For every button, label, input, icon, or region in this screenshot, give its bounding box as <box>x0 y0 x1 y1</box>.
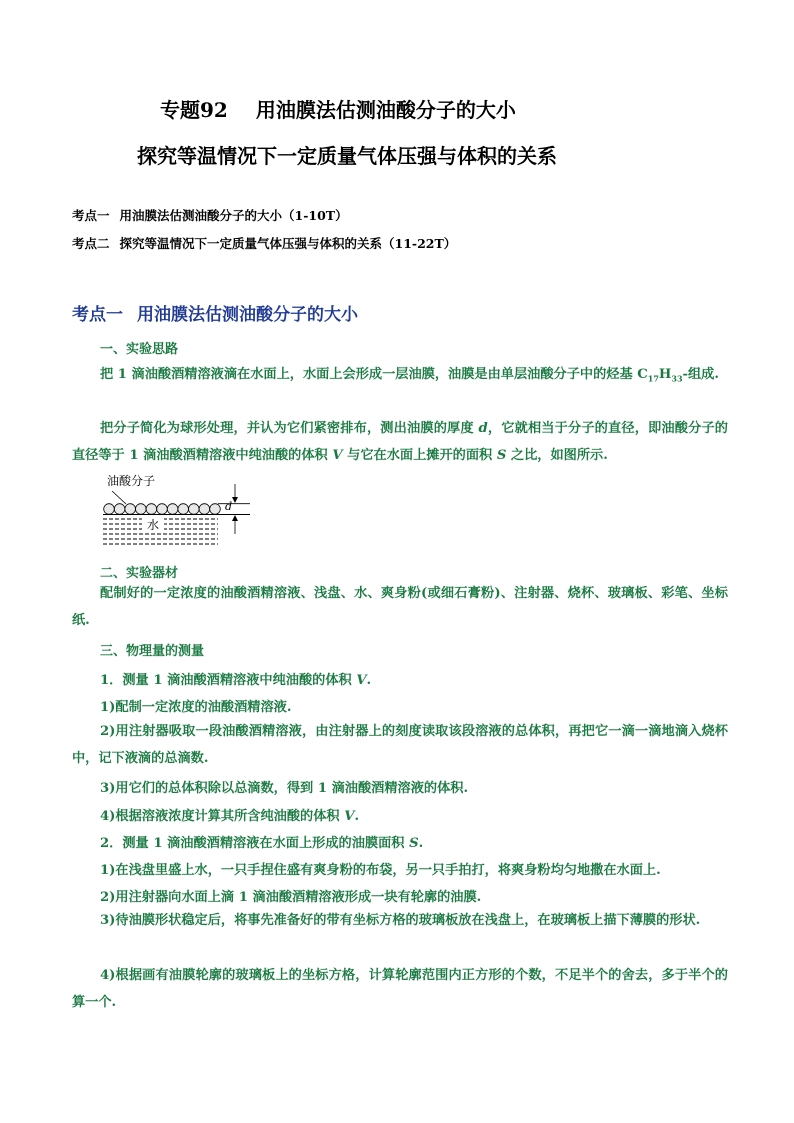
toc-item-1 <box>72 206 348 224</box>
measure-1-title <box>100 669 371 688</box>
measure-2-step-1: 1)在浅盘里盛上水，一只手捏住盛有爽身粉的布袋，另一只手拍打，将爽身粉均匀地撒在水面上. <box>100 863 661 878</box>
toc-text: 用油膜法估测油酸分子的大小（1-10T） <box>119 208 348 223</box>
var-d: d <box>478 421 488 436</box>
topic-title: 用油膜法估测油酸分子的大小 <box>255 98 516 122</box>
measure-1-step-3: 3)用它们的总体积除以总滴数，得到 1 滴油酸酒精溶液的体积. <box>100 781 469 796</box>
subheading-equipment: 二、实验器材 <box>100 566 179 581</box>
oil-film-diagram <box>100 472 260 552</box>
measure-1-step-2: 2)用注射器吸取一段油酸酒精溶液，由注射器上的刻度读取该段溶液的总体积，再把它一滴一滴地滴入烧杯中，记下液滴的总滴数. <box>72 724 728 766</box>
subscript: 33 <box>671 373 683 384</box>
paragraph-principle <box>72 361 728 393</box>
var-S: S <box>409 836 419 851</box>
subheading-experiment-idea: 一、实验思路 <box>100 342 179 357</box>
section-heading <box>72 300 358 325</box>
figure-label-d: d <box>225 500 233 513</box>
subscript: 17 <box>647 373 659 384</box>
var-S: S <box>496 448 507 463</box>
measure-2-step-4: 4)根据画有油膜轮廓的玻璃板上的坐标方格，计算轮廓范围内正方形的个数，不足半个的舍去，多于半个的算一个. <box>72 968 728 1010</box>
subheading-measurement: 三、物理量的测量 <box>100 644 205 659</box>
text-span: . <box>354 809 360 824</box>
paragraph-model <box>72 415 728 469</box>
toc-label: 考点一 <box>72 208 110 223</box>
text-span: ，它就相当于分子的直径，即油酸分子的直径等于 1 滴油酸酒精溶液中纯油酸的体积 <box>72 421 728 463</box>
text-span: 4)根据溶液浓度计算其所含纯油酸的体积 <box>100 809 345 824</box>
text-span: . <box>418 836 424 851</box>
var-V: V <box>356 673 367 688</box>
measure-1-step-4 <box>100 805 359 824</box>
section-title: 用油膜法估测油酸分子的大小 <box>137 305 358 325</box>
var-V: V <box>344 809 355 824</box>
text-span: -组成. <box>682 367 719 382</box>
measure-2-step-3: 3)待油膜形状稳定后，将事先准备好的带有坐标方格的玻璃板放在浅盘上，在玻璃板上描下薄膜的形状. <box>100 913 701 928</box>
text-span: 把分子简化为球形处理，并认为它们紧密排布，测出油膜的厚度 <box>100 421 479 436</box>
text-span: 之比，如图所示. <box>506 448 608 463</box>
paragraph-equipment: 配制好的一定浓度的油酸酒精溶液、浅盘、水、爽身粉(或细石膏粉)、注射器、烧杯、玻璃板、彩笔、坐标纸. <box>72 586 728 628</box>
section-label: 考点一 <box>72 305 123 325</box>
oil-film-figure <box>100 472 260 552</box>
toc-item-2 <box>72 234 456 252</box>
measure-2-title <box>100 832 423 851</box>
document-title-line1 <box>160 94 516 123</box>
text-span: . <box>366 673 372 688</box>
topic-number: 专题92 <box>160 98 228 122</box>
var-V: V <box>332 448 343 463</box>
figure-label-molecule: 油酸分子 <box>107 474 156 488</box>
measure-2-step-2: 2)用注射器向水面上滴 1 滴油酸酒精溶液形成一块有轮廓的油膜. <box>100 890 482 905</box>
document-title-line2: 探究等温情况下一定质量气体压强与体积的关系 <box>137 144 557 168</box>
figure-label-water: 水 <box>147 518 160 532</box>
toc-text: 探究等温情况下一定质量气体压强与体积的关系（11-22T） <box>119 236 457 251</box>
text-span: 1．测量 1 滴油酸酒精溶液中纯油酸的体积 <box>100 673 357 688</box>
measure-1-step-1: 1)配制一定浓度的油酸酒精溶液. <box>100 700 292 715</box>
text-span: 与它在水面上摊开的面积 <box>342 448 497 463</box>
text-span: 把 1 滴油酸酒精溶液滴在水面上，水面上会形成一层油膜，油膜是由单层油酸分子中的烃基 C <box>100 367 648 382</box>
text-span: H <box>658 367 672 382</box>
text-span: 2．测量 1 滴油酸酒精溶液在水面上形成的油膜面积 <box>100 836 410 851</box>
toc-label: 考点二 <box>72 236 110 251</box>
